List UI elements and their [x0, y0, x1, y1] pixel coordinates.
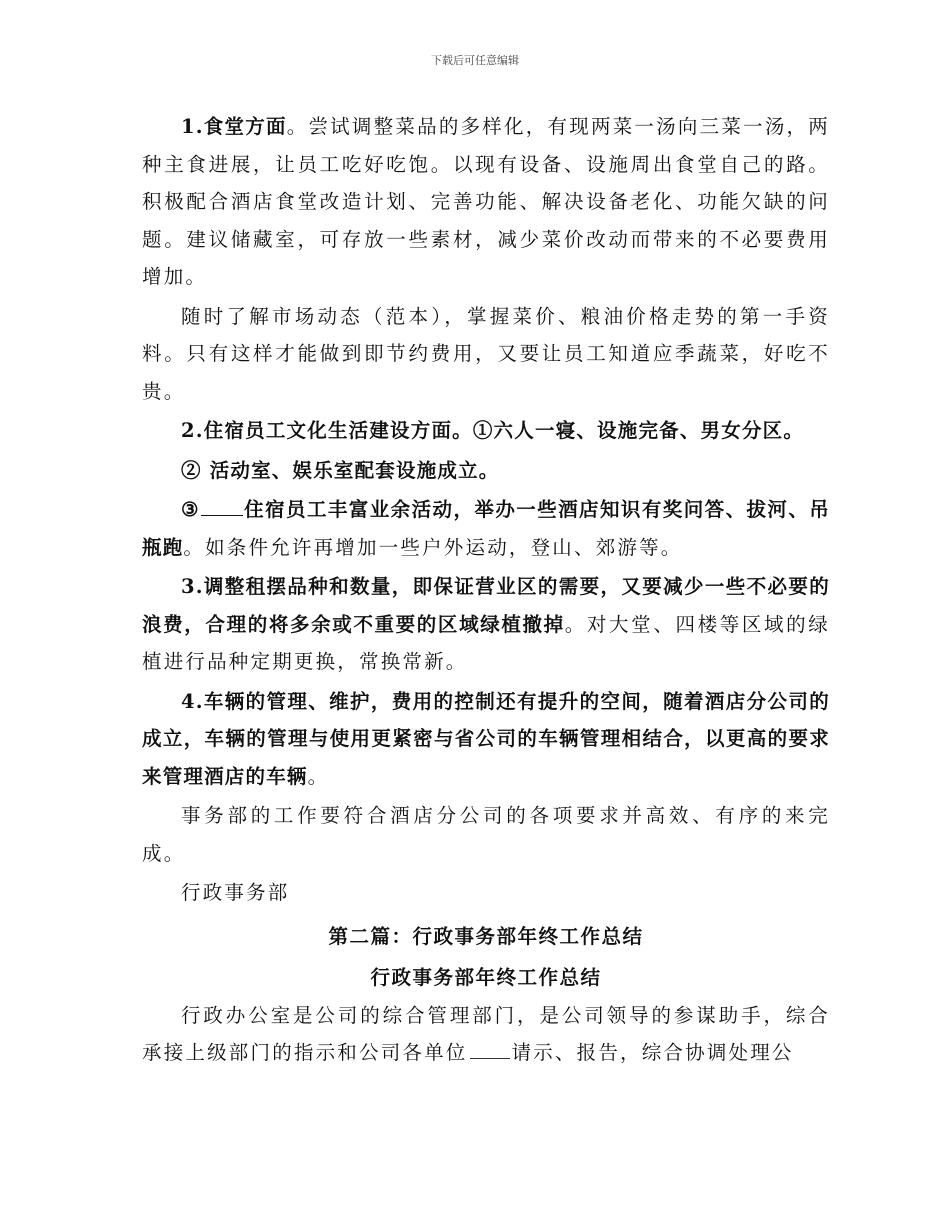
section-title: 第二篇：行政事务部年终工作总结	[328, 924, 644, 948]
paragraph-office	[142, 997, 830, 1072]
text-canteen: 。尝试调整菜品的多样化，有现两菜一汤向三菜一汤，两种主食进展，让员工吃好吃饱。以现有设备、设施周出食堂自己的路。积极配合酒店食堂改造计划、完善功能、解决设备老化、功能欠缺的问题。建议储藏室，可存放一些素材，减少菜价改动而带来的不必要费用增加。	[142, 115, 830, 288]
paragraph-canteen	[142, 108, 830, 296]
heading-vehicles: 4.车辆的管理、维护，费用的控制还有提升的空间，随着酒店分公司的成立，车辆的管理与使用更紧密与省公司的车辆管理相结合，以更高的要求来管理酒店的车辆	[142, 689, 830, 788]
text-office-a: 行政办公室是公司的综合管理部门，是公司领导的参谋助手，综合承接上级部门的指示和公司各单位	[142, 1003, 830, 1064]
heading-plants: 3.调整租摆品种和数量，即保证营业区的需要，又要减少一些不必要的浪费，合理的将多余或不重要的区域绿植撤掉	[142, 575, 830, 636]
paragraph-plants	[142, 568, 830, 681]
paragraph-vehicles	[142, 683, 830, 796]
paragraph-market: 随时了解市场动态（范本），掌握菜价、粮油价格走势的第一手资料。只有这样才能做到即节约费用，又要让员工知道应季蔬菜，好吃不贵。	[142, 304, 830, 403]
circled-number-3: ③	[181, 498, 200, 521]
text-vehicles: 。	[307, 764, 330, 788]
paragraph-activity-room: ② 活动室、娱乐室配套设施成立。	[181, 458, 500, 482]
blank-underline	[201, 514, 243, 516]
paragraph-activities	[142, 491, 830, 566]
text-plants: 。对大堂、四楼等区域的绿植进行品种定期更换，常换常新。	[142, 612, 830, 673]
heading-canteen: 1.食堂方面	[181, 115, 287, 138]
paragraph-requirements: 事务部的工作要符合酒店分公司的各项要求并高效、有序的来完成。	[142, 804, 830, 865]
blank-underline-2	[470, 1057, 510, 1059]
page-header: 下载后可任意编辑	[431, 54, 519, 67]
text-activities: 。如条件允许再增加一些户外运动，登山、郊游等。	[183, 535, 683, 559]
text-office-b: 请示、报告，综合协调处理公	[511, 1041, 794, 1064]
paragraph-dormitory: 2.住宿员工文化生活建设方面。①六人一寝、设施完备、男女分区。	[181, 419, 805, 442]
document-body	[142, 108, 830, 1074]
heading-activities: 住宿员工丰富业余活动，举办一些酒店知识有奖问答、拔河、吊瓶跑	[142, 498, 830, 559]
section-subtitle: 行政事务部年终工作总结	[370, 966, 602, 989]
signature-department: 行政事务部	[181, 881, 290, 904]
